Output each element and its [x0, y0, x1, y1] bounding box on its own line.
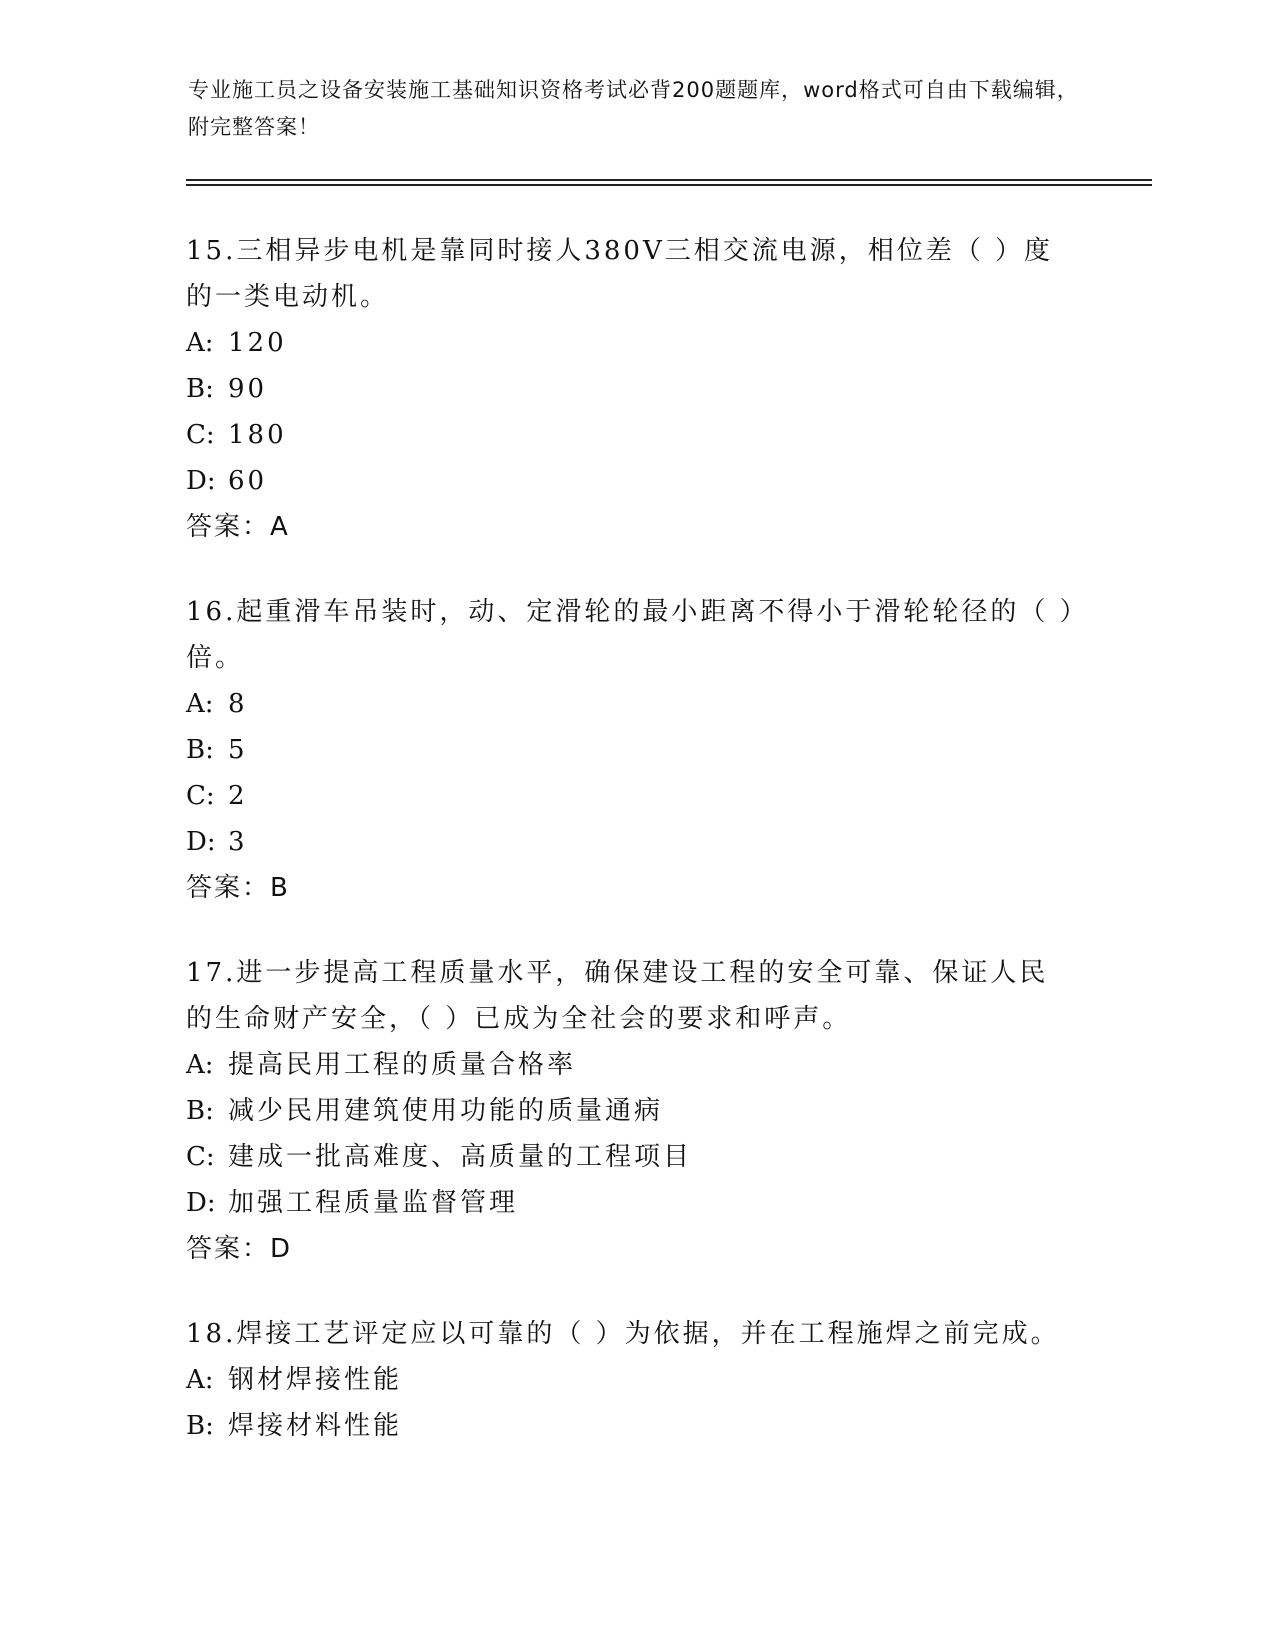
option-text: 焊接材料性能 — [228, 1411, 403, 1441]
option-text: 90 — [228, 374, 268, 404]
option-letter: C: — [186, 420, 215, 450]
option-letter: A: — [186, 1365, 214, 1395]
option-a — [186, 1042, 1076, 1088]
question-stem: 17.进一步提高工程质量水平，确保建设工程的安全可靠、保证人民的生命财产安全，（ ）已成为全社会的要求和呼声。 — [186, 958, 1049, 1034]
option-b — [186, 366, 1076, 412]
option-c — [186, 1134, 1076, 1180]
option-text: 180 — [228, 420, 287, 450]
option-letter: D: — [186, 827, 216, 857]
option-b — [186, 727, 1076, 773]
question-16 — [186, 589, 1076, 911]
option-text: 钢材焊接性能 — [228, 1365, 403, 1395]
question-stem: 15.三相异步电机是靠同时接人380V三相交流电源，相位差（ ）度的一类电动机。 — [186, 236, 1054, 312]
option-b — [186, 1088, 1076, 1134]
option-text: 减少民用建筑使用功能的质量通病 — [228, 1096, 664, 1126]
option-text: 2 — [228, 781, 248, 811]
answer-line: 答案：D — [186, 1234, 293, 1264]
header-divider-bottom — [186, 184, 1152, 186]
question-15 — [186, 228, 1076, 550]
option-text: 加强工程质量监督管理 — [228, 1188, 519, 1218]
option-letter: B: — [186, 735, 214, 765]
header-divider-top — [186, 179, 1152, 181]
option-letter: B: — [186, 1411, 214, 1441]
option-letter: D: — [186, 1188, 216, 1218]
option-d — [186, 819, 1076, 865]
option-text: 5 — [228, 735, 248, 765]
document-header: 专业施工员之设备安装施工基础知识资格考试必背200题题库，word格式可自由下载编辑，附完整答案！ — [188, 78, 1079, 139]
question-stem: 18.焊接工艺评定应以可靠的（ ）为依据，并在工程施焊之前完成。 — [186, 1319, 1060, 1349]
option-letter: A: — [186, 1050, 214, 1080]
option-c — [186, 412, 1076, 458]
option-text: 60 — [228, 466, 268, 496]
option-letter: A: — [186, 689, 214, 719]
option-letter: D: — [186, 466, 216, 496]
option-d — [186, 1180, 1076, 1226]
option-c — [186, 773, 1076, 819]
option-text: 8 — [228, 689, 248, 719]
option-a — [186, 681, 1076, 727]
question-17 — [186, 950, 1076, 1272]
answer-line: 答案：B — [186, 873, 290, 903]
option-a — [186, 1357, 1076, 1403]
option-text: 120 — [228, 328, 287, 358]
option-letter: B: — [186, 1096, 214, 1126]
option-a — [186, 320, 1076, 366]
option-letter: B: — [186, 374, 214, 404]
option-letter: A: — [186, 328, 214, 358]
question-stem: 16.起重滑车吊装时，动、定滑轮的最小距离不得小于滑轮轮径的（ ）倍。 — [186, 597, 1076, 673]
question-18 — [186, 1311, 1076, 1449]
option-letter: C: — [186, 1142, 215, 1172]
option-text: 3 — [228, 827, 248, 857]
option-text: 建成一批高难度、高质量的工程项目 — [228, 1142, 693, 1172]
answer-line: 答案：A — [186, 512, 290, 542]
option-d — [186, 458, 1076, 504]
option-b — [186, 1403, 1076, 1449]
option-letter: C: — [186, 781, 215, 811]
option-text: 提高民用工程的质量合格率 — [228, 1050, 577, 1080]
